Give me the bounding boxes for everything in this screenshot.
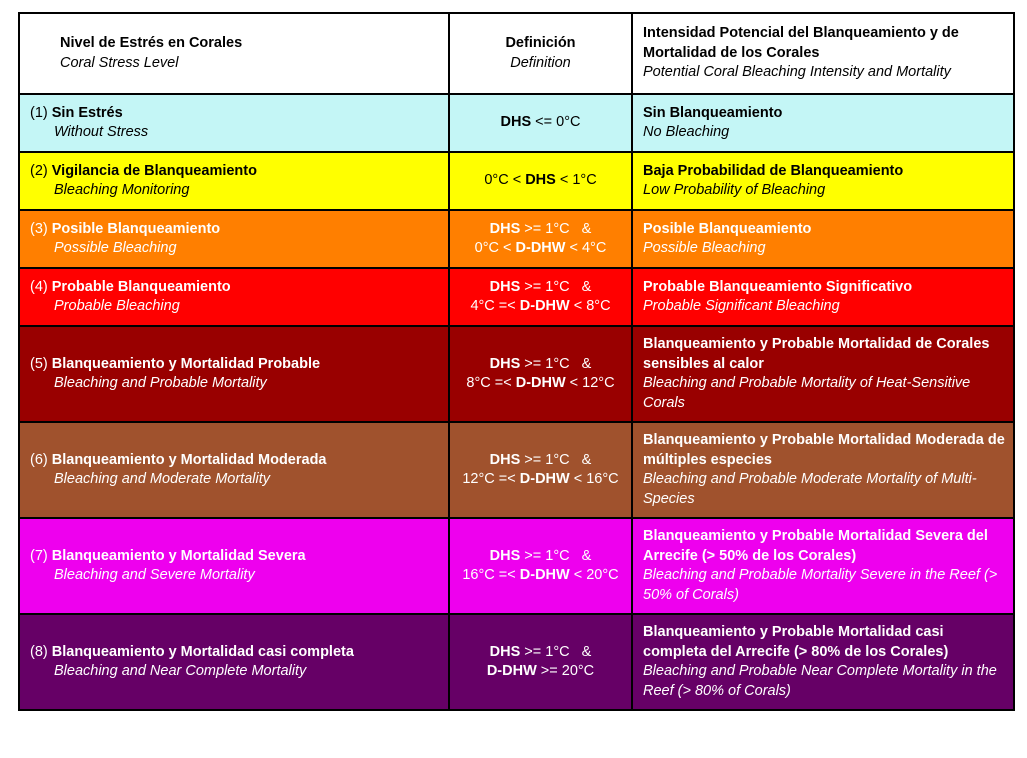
definition-line-1 — [450, 355, 631, 375]
header-level-es: Nivel de Estrés en Corales — [60, 35, 243, 51]
level-cell — [19, 326, 449, 422]
definition-metric: D-DHW — [519, 471, 570, 487]
level-cell — [19, 614, 449, 710]
definition-condition: < 12°C — [565, 375, 615, 391]
header-definition — [449, 13, 632, 94]
definition-prefix: 16°C =< — [462, 567, 520, 583]
definition-cell — [449, 518, 632, 614]
stress-level-row — [19, 152, 1014, 210]
intensity-cell — [632, 518, 1014, 614]
definition-prefix: 8°C =< — [466, 375, 516, 391]
level-number: (5) — [30, 355, 48, 372]
intensity-en: Low Probability of Bleaching — [643, 182, 826, 198]
definition-condition: < 8°C — [569, 298, 611, 314]
level-cell — [19, 518, 449, 614]
definition-cell — [449, 94, 632, 152]
level-number: (3) — [30, 220, 48, 237]
intensity-cell — [632, 422, 1014, 518]
level-name-es: Posible Blanqueamiento — [51, 220, 221, 237]
definition-metric: DHS — [489, 451, 521, 468]
definition-prefix: 0°C < — [484, 172, 526, 189]
level-name-en: Bleaching and Near Complete Mortality — [54, 663, 307, 679]
definition-prefix: 0°C < — [474, 240, 516, 256]
table-body — [19, 94, 1014, 710]
definition-line-2 — [450, 662, 631, 682]
header-def-es: Definición — [505, 35, 576, 51]
definition-line-1 — [450, 171, 631, 191]
coral-stress-table-container — [18, 12, 1013, 711]
definition-condition: >= 1°C & — [520, 355, 592, 372]
intensity-es: Posible Blanqueamiento — [643, 220, 812, 237]
definition-condition: < 4°C — [565, 240, 607, 256]
intensity-cell — [632, 326, 1014, 422]
coral-stress-table — [18, 12, 1015, 711]
level-name-en: Possible Bleaching — [54, 240, 177, 256]
header-intensity — [632, 13, 1014, 94]
level-name-en: Probable Bleaching — [54, 298, 180, 314]
intensity-es: Blanqueamiento y Probable Mortalidad casi completa del Arrecife (> 80% de los Corales) — [643, 624, 949, 660]
level-name-es: Probable Blanqueamiento — [51, 278, 231, 295]
definition-line-2 — [450, 297, 631, 317]
header-level-en: Coral Stress Level — [60, 54, 179, 71]
intensity-en: Probable Significant Bleaching — [643, 298, 840, 314]
stress-level-row — [19, 518, 1014, 614]
stress-level-row — [19, 614, 1014, 710]
definition-line-2 — [450, 239, 631, 259]
stress-level-row — [19, 210, 1014, 268]
level-name-en: Bleaching and Moderate Mortality — [54, 471, 271, 487]
definition-line-1 — [450, 547, 631, 567]
definition-prefix: 4°C =< — [470, 298, 520, 314]
definition-metric: DHS — [525, 172, 556, 189]
level-name-en: Bleaching and Severe Mortality — [54, 567, 255, 583]
definition-condition: < 20°C — [569, 567, 619, 583]
definition-metric: DHS — [489, 220, 521, 237]
intensity-en: No Bleaching — [643, 124, 730, 140]
intensity-es: Baja Probabilidad de Blanqueamiento — [643, 162, 904, 179]
header-intensity-en: Potential Coral Bleaching Intensity and Mortality — [643, 64, 951, 81]
definition-line-1 — [450, 220, 631, 240]
definition-line-1 — [450, 643, 631, 663]
level-number: (7) — [30, 547, 48, 564]
level-cell — [19, 94, 449, 152]
level-name-es: Sin Estrés — [51, 104, 123, 121]
level-name-es: Vigilancia de Blanqueamiento — [51, 162, 257, 179]
level-name-es: Blanqueamiento y Mortalidad Moderada — [51, 451, 327, 468]
level-name-es: Blanqueamiento y Mortalidad casi completa — [51, 643, 354, 660]
intensity-es: Sin Blanqueamiento — [643, 104, 783, 121]
level-number: (6) — [30, 451, 48, 468]
definition-metric: DHS — [489, 643, 521, 660]
definition-line-2 — [450, 374, 631, 394]
definition-metric: DHS — [489, 278, 521, 295]
level-number: (8) — [30, 643, 48, 660]
level-cell — [19, 152, 449, 210]
definition-metric: D-DHW — [519, 567, 570, 583]
definition-condition: >= 1°C & — [520, 278, 592, 295]
intensity-cell — [632, 268, 1014, 326]
stress-level-row — [19, 94, 1014, 152]
level-number: (2) — [30, 162, 48, 179]
definition-metric: DHS — [489, 547, 521, 564]
stress-level-row — [19, 326, 1014, 422]
definition-line-1 — [450, 278, 631, 298]
definition-line-1 — [450, 113, 631, 133]
definition-line-2 — [450, 470, 631, 490]
level-cell — [19, 268, 449, 326]
level-cell — [19, 210, 449, 268]
definition-condition: <= 0°C — [531, 114, 581, 131]
intensity-es: Probable Blanqueamiento Significativo — [643, 278, 913, 295]
definition-cell — [449, 152, 632, 210]
level-name-en: Without Stress — [54, 124, 149, 140]
level-cell — [19, 422, 449, 518]
header-intensity-es: Intensidad Potencial del Blanqueamiento y de Mortalidad de los Corales — [643, 25, 959, 61]
definition-condition: < 1°C — [555, 172, 597, 189]
header-def-en: Definition — [510, 54, 571, 71]
level-number: (1) — [30, 104, 48, 121]
intensity-en: Bleaching and Probable Mortality Severe in the Reef (> 50% of Corals) — [643, 567, 998, 603]
definition-condition: >= 1°C & — [520, 220, 592, 237]
level-number: (4) — [30, 278, 48, 295]
definition-metric: D-DHW — [519, 298, 570, 314]
definition-condition: >= 1°C & — [520, 547, 592, 564]
stress-level-row — [19, 268, 1014, 326]
definition-cell — [449, 326, 632, 422]
definition-metric: D-DHW — [515, 240, 566, 256]
definition-prefix: 12°C =< — [462, 471, 520, 487]
table-header-row — [19, 13, 1014, 94]
definition-metric: D-DHW — [486, 663, 537, 679]
level-name-en: Bleaching Monitoring — [54, 182, 190, 198]
intensity-es: Blanqueamiento y Probable Mortalidad Moderada de múltiples especies — [643, 432, 1005, 468]
intensity-en: Bleaching and Probable Moderate Mortality of Multi-Species — [643, 471, 977, 507]
intensity-cell — [632, 94, 1014, 152]
intensity-es: Blanqueamiento y Probable Mortalidad de Corales sensibles al calor — [643, 336, 990, 372]
definition-condition: >= 1°C & — [520, 451, 592, 468]
intensity-es: Blanqueamiento y Probable Mortalidad Severa del Arrecife (> 50% de los Corales) — [643, 528, 988, 564]
level-name-en: Bleaching and Probable Mortality — [54, 375, 267, 391]
definition-metric: DHS — [489, 355, 521, 372]
level-name-es: Blanqueamiento y Mortalidad Severa — [51, 547, 306, 564]
intensity-en: Bleaching and Probable Mortality of Heat-Sensitive Corals — [643, 375, 971, 411]
intensity-en: Bleaching and Probable Near Complete Mortality in the Reef (> 80% of Corals) — [643, 663, 997, 699]
definition-metric: DHS — [500, 114, 532, 131]
definition-cell — [449, 614, 632, 710]
definition-condition: < 16°C — [569, 471, 619, 487]
intensity-en: Possible Bleaching — [643, 240, 766, 256]
definition-condition: >= 1°C & — [520, 643, 592, 660]
definition-line-2 — [450, 566, 631, 586]
definition-line-1 — [450, 451, 631, 471]
intensity-cell — [632, 210, 1014, 268]
definition-metric: D-DHW — [515, 375, 566, 391]
header-level — [19, 13, 449, 94]
definition-cell — [449, 268, 632, 326]
definition-cell — [449, 210, 632, 268]
stress-level-row — [19, 422, 1014, 518]
level-name-es: Blanqueamiento y Mortalidad Probable — [51, 355, 321, 372]
definition-condition: >= 20°C — [536, 663, 595, 679]
definition-cell — [449, 422, 632, 518]
intensity-cell — [632, 152, 1014, 210]
intensity-cell — [632, 614, 1014, 710]
